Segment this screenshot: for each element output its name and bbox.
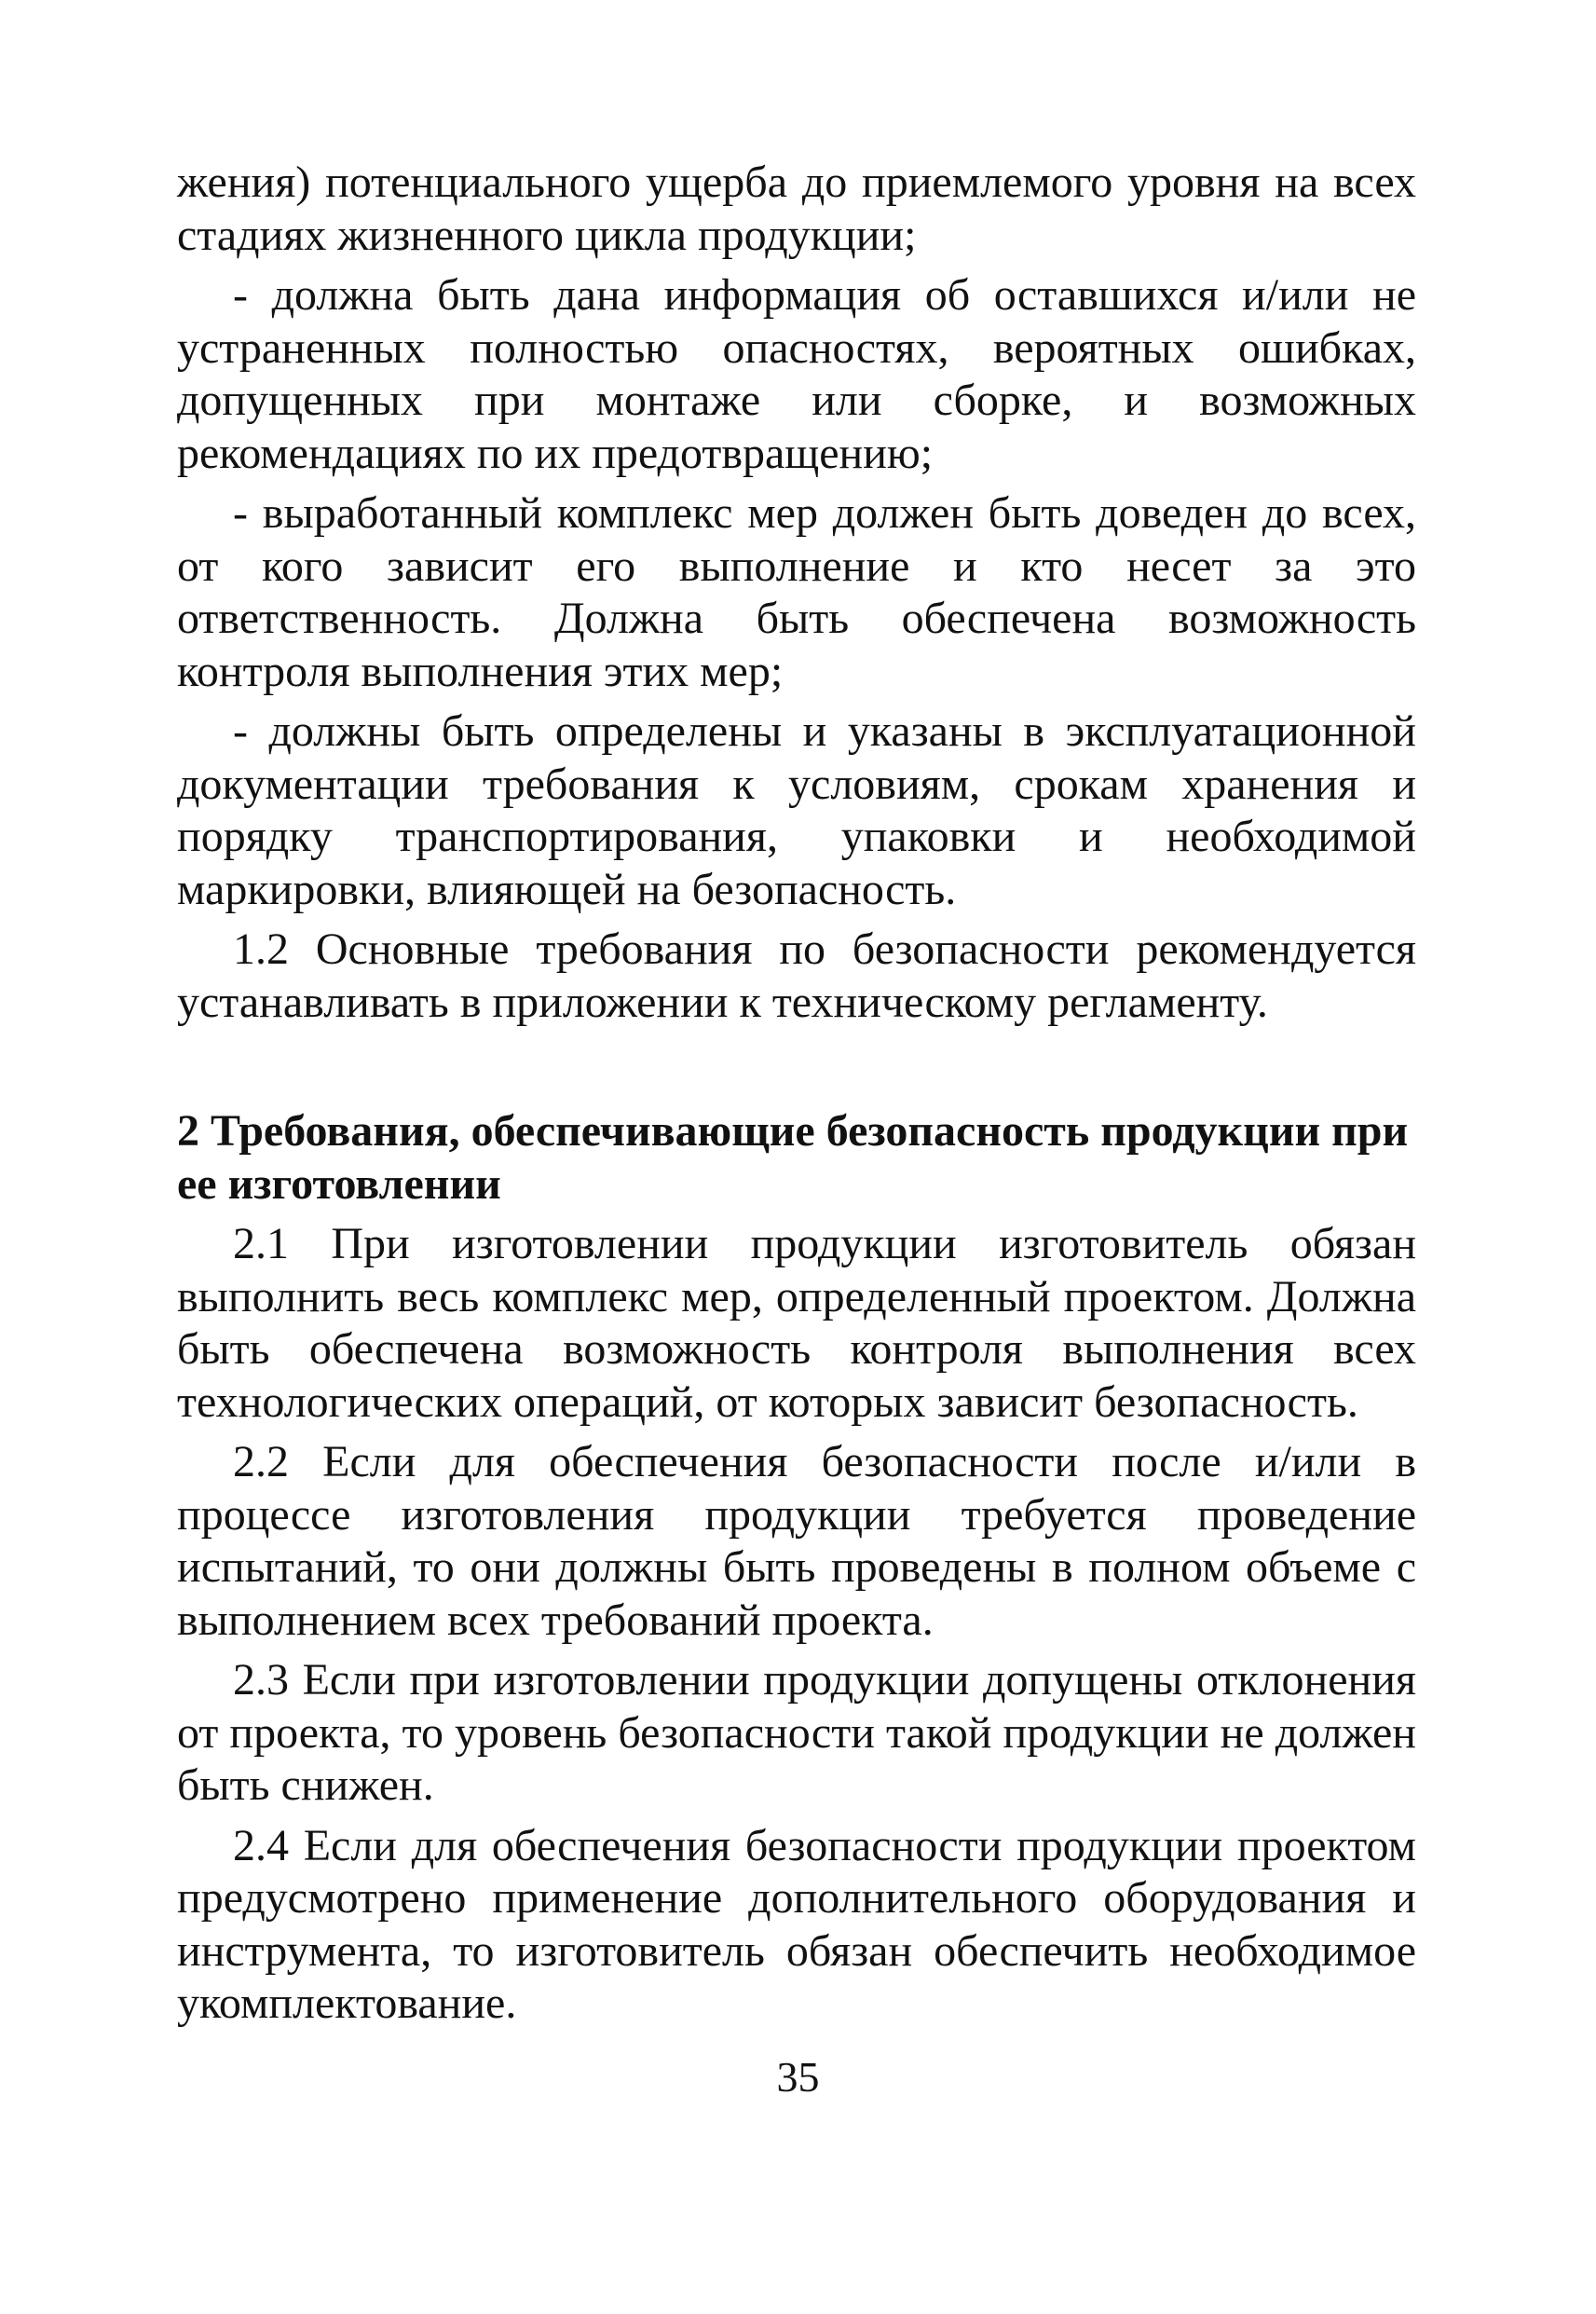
paragraph-2-1: 2.1 При изготовлении продукции изготовитель обязан выполнить весь комплекс мер, определенный проектом. Должна быть обеспечена возможность контроля выполнения всех технологических операций, от которых зависит безопасность. — [177, 1219, 1416, 1427]
list-item-measures-communication: - выработанный комплекс мер должен быть доведен до всех, от кого зависит его выполнение и кто несет за это ответственность. Должна быть обеспечена возможность контроля выполнения этих мер; — [177, 488, 1416, 696]
paragraph-2-2: 2.2 Если для обеспечения безопасности после и/или в процессе изготовления продукции требуется проведение испытаний, то они должны быть проведены в полном объеме с выполнением всех требований проекта. — [177, 1437, 1416, 1645]
paragraph-1-2: 1.2 Основные требования по безопасности рекомендуется устанавливать в приложении к техническому регламенту. — [177, 924, 1416, 1027]
paragraph-2-4: 2.4 Если для обеспечения безопасности продукции проектом предусмотрено применение дополнительного оборудования и инструмента, то изготовитель обязан обеспечить необходимое укомплектование. — [177, 1820, 1416, 2028]
list-item-residual-hazards: - должна быть дана информация об оставшихся и/или не устраненных полностью опасностях, вероятных ошибках, допущенных при монтаже или сборке, и возможных рекомендациях по их предотвращению; — [177, 270, 1416, 478]
page-number: 35 — [776, 2053, 820, 2101]
body-text — [177, 157, 1416, 2038]
paragraph-2-3: 2.3 Если при изготовлении продукции допущены отклонения от проекта, то уровень безопасности такой продукции не должен быть снижен. — [177, 1655, 1416, 1810]
section-heading: 2 Требования, обеспечивающие безопасность продукции при ее изготовлении — [177, 1106, 1409, 1209]
list-item-storage-transport: - должны быть определены и указаны в эксплуатационной документации требования к условиям, срокам хранения и порядку транспортирования, упаковки и необходимой маркировки, влияющей на безопасность. — [177, 706, 1416, 914]
paragraph-continuation: жения) потенциального ущерба до приемлемого уровня на всех стадиях жизненного цикла продукции; — [177, 157, 1416, 260]
